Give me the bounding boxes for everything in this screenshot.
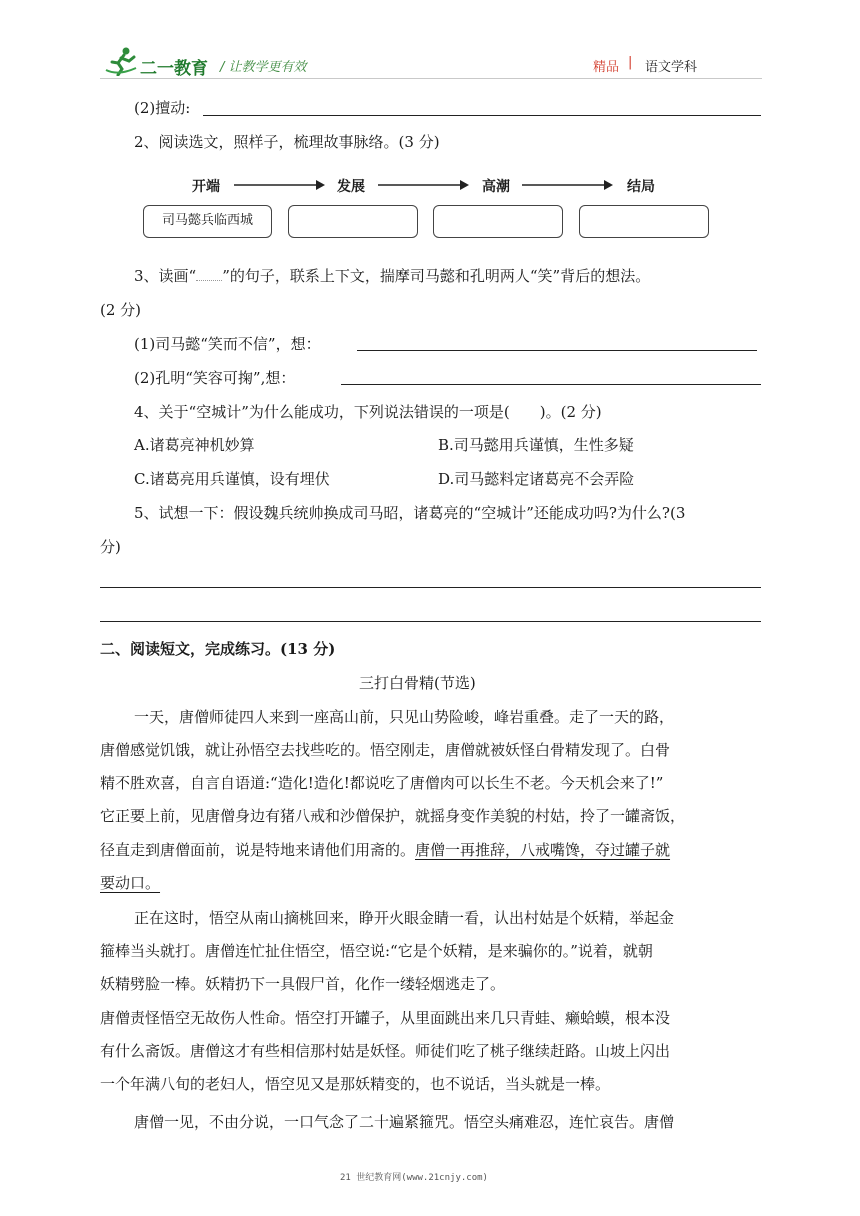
passage-line: 一天，唐僧师徒四人来到一座高山前，只见山势险峻，峰岩重叠。走了一天的路， [134,708,675,726]
runner-logo-icon [104,46,138,76]
passage-line: 有什么斋饭。唐僧这才有些相信那村姑是妖怪。师徒们吃了桃子继续赶路。山坡上闪出 [100,1042,671,1060]
slogan: / 让教学更有效 [220,60,307,75]
passage-line: 正在这时，悟空从南山摘桃回来，睁开火眼金睛一看，认出村姑是个妖精，举起金 [134,909,675,927]
footer-text: 21 世纪教育网(www.21cnjy.com) [340,1173,488,1183]
header-rule [100,78,762,79]
q4-option[interactable]: A.诸葛亮神机妙算 [134,436,255,454]
flow-box-text: 司马懿兵临西城 [161,213,253,228]
passage-line: 唐僧感觉饥饿，就让孙悟空去找些吃的。悟空刚走，唐僧就被妖怪白骨精发现了。白骨 [100,741,671,759]
q1-item2-answer-line[interactable] [203,115,761,116]
flow-stage: 结局 [627,179,655,195]
q4-option[interactable]: B.司马懿用兵谨慎，生性多疑 [438,436,634,454]
q3-item2-label: (2)孔明“笑容可掬”,想： [134,369,296,387]
q3-score: (2 分) [100,301,142,319]
q3-item1-label: (1)司马懿“笑而不信”，想： [134,335,321,353]
passage-line: 唐僧责怪悟空无故伤人性命。悟空打开罐子，从里面跳出来几只青蛙、癞蛤蟆，根本没 [100,1009,671,1027]
q3-text-rest: ”的句子，联系上下文，揣摩司马懿和孔明两人“笑”背后的想法。 [222,267,651,285]
passage-line: 它正要上前，见唐僧身边有猪八戒和沙僧保护，就摇身变作美貌的村姑，拎了一罐斋饭， [100,807,686,825]
q2-text: 2、阅读选文，照样子，梳理故事脉络。(3 分) [134,133,440,151]
flow-box-blank[interactable] [579,205,709,238]
flow-stage: 开端 [192,179,220,195]
flow-stage: 发展 [337,179,365,195]
underline-sample-mark [196,266,222,281]
passage-line [100,867,160,900]
arrow-right-icon [378,178,470,192]
passage-line: 唐僧一见，不由分说，一口气念了二十遍紧箍咒。悟空头痛难忍，连忙哀告。唐僧 [134,1113,675,1131]
flow-box-blank[interactable] [433,205,563,238]
passage-title: 三打白骨精(节选) [359,674,476,692]
q1-item2-label: (2)擅动: [134,99,191,117]
q5-answer-line[interactable] [100,587,761,588]
arrow-right-icon [522,178,614,192]
q4-option[interactable]: C.诸葛亮用兵谨慎，设有埋伏 [134,470,330,488]
passage-line: 箍棒当头就打。唐僧连忙扯住悟空，悟空说:“它是个妖精，是来骗你的。”说着，就朝 [100,942,653,960]
logo-text: 二一教育 [140,59,208,79]
passage-line: 精不胜欢喜，自言自语道:“造化!造化!都说吃了唐僧肉可以长生不老。今天机会来了!” [100,774,664,792]
q3-text-start: 3、读画“ [134,267,197,285]
underlined-sentence: 唐僧一再推辞，八戒嘴馋，夺过罐子就 [415,841,671,859]
q4-option[interactable]: D.司马懿料定诸葛亮不会弄险 [438,470,635,488]
q3-item2-answer-line[interactable] [341,384,761,385]
passage-line [100,834,670,867]
brand-separator: | [628,55,633,70]
q3-item1-answer-line[interactable] [357,350,757,351]
q5-text-line1: 5、试想一下：假设魏兵统帅换成司马昭，诸葛亮的“空城计”还能成功吗?为什么?(3 [134,504,686,522]
flow-box-blank[interactable] [288,205,418,238]
passage-text: 径直走到唐僧面前，说是特地来请他们用斋的。 [100,841,416,859]
brand-subject: 语文学科 [645,60,698,75]
brand-highlight: 精品 [593,60,620,75]
passage-line: 一个年满八旬的老妇人，悟空见又是那妖精变的，也不说话，当头就是一棒。 [100,1075,611,1093]
q3-text [134,265,650,287]
flow-box [143,205,272,238]
passage-line: 妖精劈脸一棒。妖精扔下一具假尸首，化作一缕轻烟逃走了。 [100,975,506,993]
underlined-sentence: 要动口。 [100,874,161,892]
q5-text-line2: 分) [100,538,121,556]
q5-answer-line[interactable] [100,621,761,622]
flow-stage: 高潮 [482,179,510,195]
arrow-right-icon [234,178,326,192]
section-heading: 二、阅读短文，完成练习。(13 分) [100,640,336,658]
q4-text: 4、关于“空城计”为什么能成功，下列说法错误的一项是( )。(2 分) [134,403,602,421]
